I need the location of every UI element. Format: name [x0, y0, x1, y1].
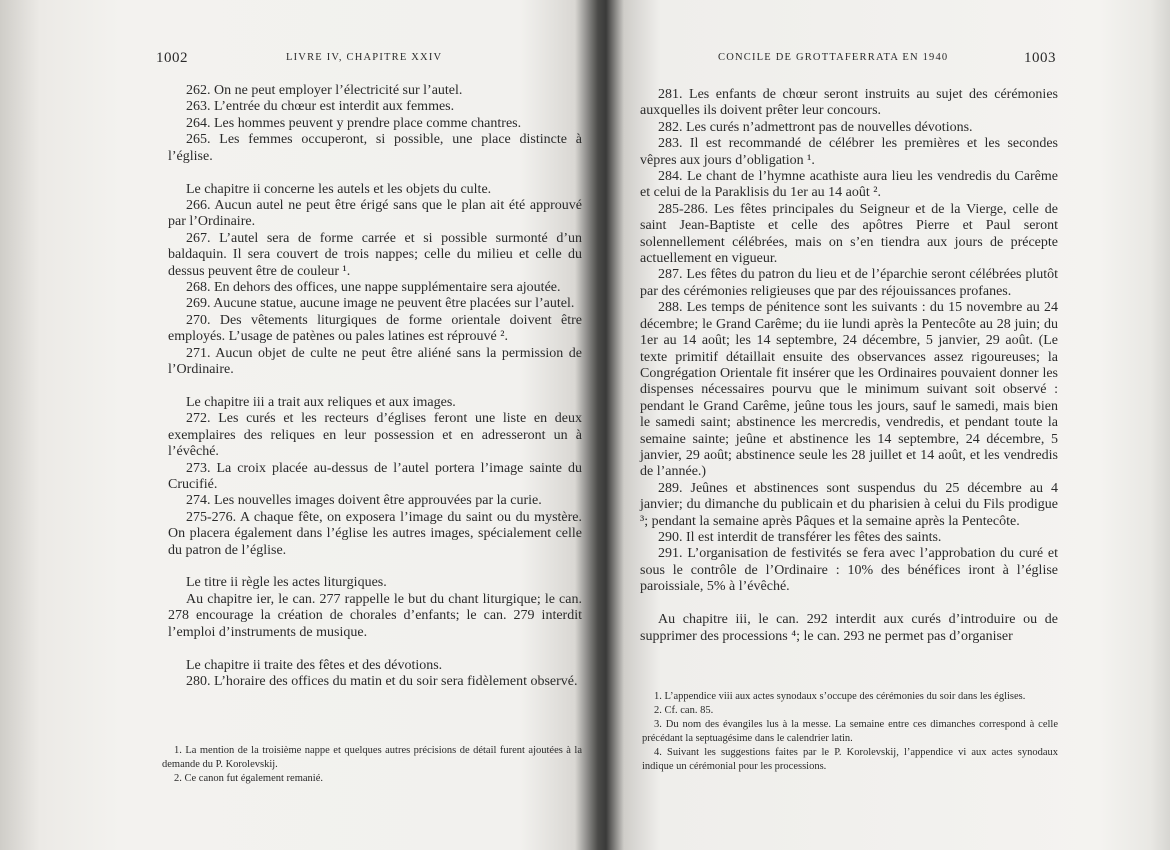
paragraph: Au chapitre ier, le can. 277 rappelle le but du chant liturgique; le can. 278 encourage la création de chorales d’enfants; le can. 279 interdit l’emploi d’instruments de musique. [168, 591, 582, 640]
left-running-title: LIVRE IV, CHAPITRE XXIV [286, 52, 443, 63]
paragraph: 266. Aucun autel ne peut être érigé sans que le plan ait été approuvé par l’Ordinaire. [168, 197, 582, 230]
paragraph: 288. Les temps de pénitence sont les suivants : du 15 novembre au 24 décembre; le Grand Carême; du iie lundi après la Pentecôte au 28 juin; du 1er au 14 août; les 14 septembre, 24 décembre, 5 janvier, 29 août. (Le texte primitif détaillait ensuite des observances assez rigoureuses; la Congrégation Orientale fit insérer que les Ordinaires pouvaient donner les dispenses nécessaires pourvu que le minimum suivant soit observé : pendant le Grand Carême, jeûne tous les jours, sauf le samedi, mais bien le samedi saint; abstinence les mercredis, vendredis, et pendant toute la semaine sainte; jeûne et abstinence les 14 septembre, 24 décembre, 5 janvier, 29 août; abstinence seule les 28 juillet et 14 août, et les vendredis de l’année.) [640, 300, 1058, 480]
footnote: 2. Cf. can. 85. [654, 705, 714, 716]
left-running-head [152, 50, 582, 70]
paragraph: 287. Les fêtes du patron du lieu et de l’éparchie seront célébrées plutôt par des cérémonies religieuses que par des réjouissances profanes. [640, 267, 1058, 299]
left-page-body [168, 83, 582, 690]
paragraph: 272. Les curés et les recteurs d’églises feront une liste en deux exemplaires des reliques en leur possession et en adresseront un à l’évêché. [168, 411, 582, 460]
paragraph: Le chapitre ii concerne les autels et les objets du culte. [186, 181, 492, 197]
left-page-number: 1002 [156, 50, 188, 66]
paragraph: 265. Les femmes occuperont, si possible, une place distincte à l’église. [168, 132, 582, 164]
paragraph: 283. Il est recommandé de célébrer les premières et les secondes vêpres aux jours d’obligation ¹. [640, 136, 1058, 168]
paragraph: 291. L’organisation de festivités se fera avec l’approbation du curé et sous le contrôle de l’Ordinaire : 10% des bénéfices iront à l’église paroissiale, 5% à l’évêché. [640, 546, 1058, 595]
paragraph: 289. Jeûnes et abstinences sont suspendus du 25 décembre au 4 janvier; du dimanche du publicain et du pharisien à celui du Fils prodigue ³; pendant la semaine après Pâques et la semaine après la Pentecôte. [640, 480, 1058, 529]
right-footnotes [642, 690, 1058, 774]
right-page-body [640, 87, 1058, 645]
paragraph: 264. Les hommes peuvent y prendre place comme chantres. [186, 115, 522, 131]
paragraph: 269. Aucune statue, aucune image ne peuvent être placées sur l’autel. [186, 296, 575, 312]
footnote: 1. L’appendice viii aux actes synodaux s’occupe des cérémonies du soir dans les églises. [654, 691, 1026, 702]
footnote: 2. Ce canon fut également remanié. [174, 773, 323, 784]
left-page [152, 0, 582, 850]
paragraph: Au chapitre iii, le can. 292 interdit aux curés d’introduire ou de supprimer des processions ⁴; le can. 293 ne permet pas d’organiser [640, 612, 1058, 644]
paragraph: Le chapitre ii traite des fêtes et des dévotions. [186, 657, 443, 673]
paragraph: 281. Les enfants de chœur seront instruits au sujet des cérémonies auxquelles ils doivent prêter leur concours. [640, 87, 1058, 119]
right-running-head [640, 50, 1058, 70]
paragraph: 285-286. Les fêtes principales du Seigneur et de la Vierge, celle de saint Jean-Baptiste et celle des apôtres Pierre et Paul seront solennellement célébrées, mais on s’en tiendra aux jours de précepte actuellement en vigueur. [640, 201, 1058, 267]
paragraph: 280. L’horaire des offices du matin et du soir sera fidèlement observé. [186, 674, 578, 689]
paragraph: 282. Les curés n’admettront pas de nouvelles dévotions. [658, 119, 973, 135]
paragraph: Le titre ii règle les actes liturgiques. [186, 575, 387, 591]
paragraph: 262. On ne peut employer l’électricité sur l’autel. [186, 83, 463, 98]
paragraph: 263. L’entrée du chœur est interdit aux femmes. [186, 99, 455, 115]
paragraph: 275-276. A chaque fête, on exposera l’image du saint ou du mystère. On placera également dans l’église les autres images, spécialement celle du patron de l’église. [168, 509, 582, 558]
paragraph: 273. La croix placée au-dessus de l’autel portera l’image sainte du Crucifié. [168, 460, 582, 492]
left-footnotes [162, 744, 582, 786]
right-page [640, 0, 1058, 850]
paragraph: 274. Les nouvelles images doivent être approuvées par la curie. [186, 493, 542, 509]
paragraph: 284. Le chant de l’hymne acathiste aura lieu les vendredis du Carême et celui de la Paraklisis du 1er au 14 août ². [640, 169, 1058, 201]
right-running-title: CONCILE DE GROTTAFERRATA EN 1940 [718, 52, 949, 63]
paragraph: 267. L’autel sera de forme carrée et si possible surmonté d’un baldaquin. Il sera couvert de trois nappes; celle du milieu et celle du dessus peuvent être de couleur ¹. [168, 230, 582, 279]
paragraph: 290. Il est interdit de transférer les fêtes des saints. [658, 529, 942, 545]
footnote: 4. Suivant les suggestions faites par le P. Korolevskij, l’appendice vi aux actes synodaux indique un cérémonial pour les processions. [642, 747, 1058, 772]
footnote: 3. Du nom des évangiles lus à la messe. La semaine entre ces dimanches correspond à celle précédant la septuagésime dans le calendrier latin. [642, 719, 1058, 744]
paragraph: 270. Des vêtements liturgiques de forme orientale doivent être employés. L’usage de patènes ou pales latines est réprouvé ². [168, 312, 582, 345]
footnote: 1. La mention de la troisième nappe et quelques autres précisions de détail furent ajoutées à la demande du P. Korolevskij. [162, 745, 582, 770]
right-page-number: 1003 [1024, 50, 1056, 66]
paragraph: 271. Aucun objet de culte ne peut être aliéné sans la permission de l’Ordinaire. [168, 345, 582, 377]
paragraph: Le chapitre iii a trait aux reliques et aux images. [186, 394, 456, 410]
paragraph: 268. En dehors des offices, une nappe supplémentaire sera ajoutée. [186, 279, 561, 295]
